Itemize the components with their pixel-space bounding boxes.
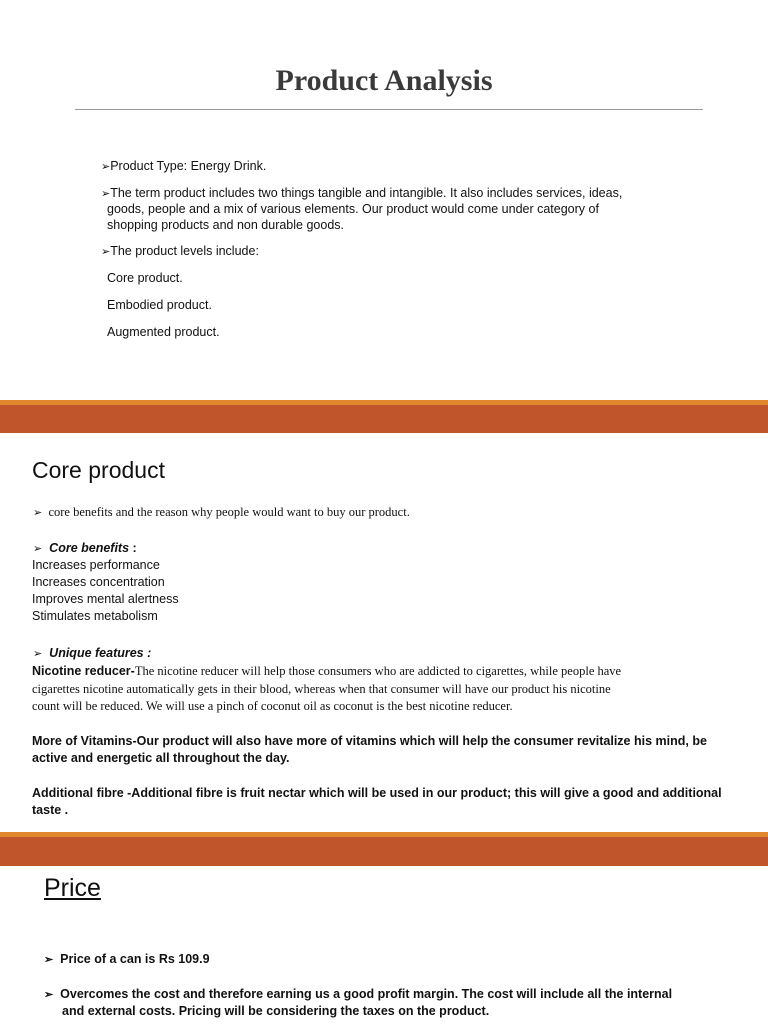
bullet-product-levels: ➢The product levels include: — [101, 244, 259, 258]
slide-core-product — [0, 433, 768, 832]
price-bullet-2: ➢ Overcomes the cost and therefore earning us a good profit margin. The cost will include all the internal — [44, 987, 673, 1001]
nicotine-line1: Nicotine reducer-The nicotine reducer will help those consumers who are addicted to cigarettes, while people have — [32, 664, 622, 678]
arrowhead-icon: ➢ — [33, 648, 43, 660]
benefit-item: Improves mental alertness — [32, 592, 179, 606]
level-augmented: Augmented product. — [107, 325, 220, 339]
vitamins-line2: active and energetic all throughout the day. — [32, 751, 290, 765]
fibre-line1: Additional fibre -Additional fibre is fruit nectar which will be used in our product; this will give a good and additional — [32, 786, 722, 800]
nicotine-line2: cigarettes nicotine automatically gets in their blood, whereas when that consumer will have our product his nicotine — [32, 682, 611, 696]
band-highlight — [0, 832, 768, 837]
arrowhead-icon: ➢ — [101, 246, 111, 258]
arrowhead-icon: ➢ — [44, 954, 54, 966]
arrowhead-icon: ➢ — [33, 507, 43, 519]
title-divider — [75, 109, 703, 110]
slide-product-analysis — [0, 0, 768, 400]
core-benefits-heading: ➢ Core benefits : — [33, 541, 137, 555]
bullet-term-product-line3: shopping products and non durable goods. — [107, 218, 344, 232]
price-bullet-1: ➢ Price of a can is Rs 109.9 — [44, 952, 210, 966]
benefit-item: Increases concentration — [32, 575, 165, 589]
slide-separator-band — [0, 832, 768, 866]
arrowhead-icon: ➢ — [101, 161, 111, 173]
level-core: Core product. — [107, 271, 183, 285]
bullet-product-type: ➢Product Type: Energy Drink. — [101, 159, 267, 173]
nicotine-line3: count will be reduced. We will use a pinch of coconut oil as coconut is the best nicotine reducer. — [32, 699, 513, 713]
arrowhead-icon: ➢ — [33, 543, 43, 555]
arrowhead-icon: ➢ — [101, 188, 111, 200]
unique-features-heading: ➢ Unique features : — [33, 646, 152, 660]
fibre-line2: taste . — [32, 803, 69, 817]
benefit-item: Stimulates metabolism — [32, 609, 158, 623]
level-embodied: Embodied product. — [107, 298, 212, 312]
band-highlight — [0, 400, 768, 405]
section-title-price: Price — [44, 874, 101, 902]
bullet-term-product: ➢The term product includes two things tangible and intangible. It also includes services, ideas, — [101, 186, 623, 200]
core-intro: ➢ core benefits and the reason why people would want to buy our product. — [33, 505, 410, 519]
arrowhead-icon: ➢ — [44, 989, 54, 1001]
vitamins-line1: More of Vitamins-Our product will also have more of vitamins which will help the consumer revitalize his mind, be — [32, 734, 707, 748]
price-bullet-2-line2: and external costs. Pricing will be considering the taxes on the product. — [62, 1004, 490, 1018]
section-title-core-product: Core product — [32, 457, 165, 483]
page-title: Product Analysis — [275, 64, 493, 97]
bullet-term-product-line2: goods, people and a mix of various elements. Our product would come under category of — [107, 202, 599, 216]
benefit-item: Increases performance — [32, 558, 160, 572]
slide-separator-band — [0, 400, 768, 433]
